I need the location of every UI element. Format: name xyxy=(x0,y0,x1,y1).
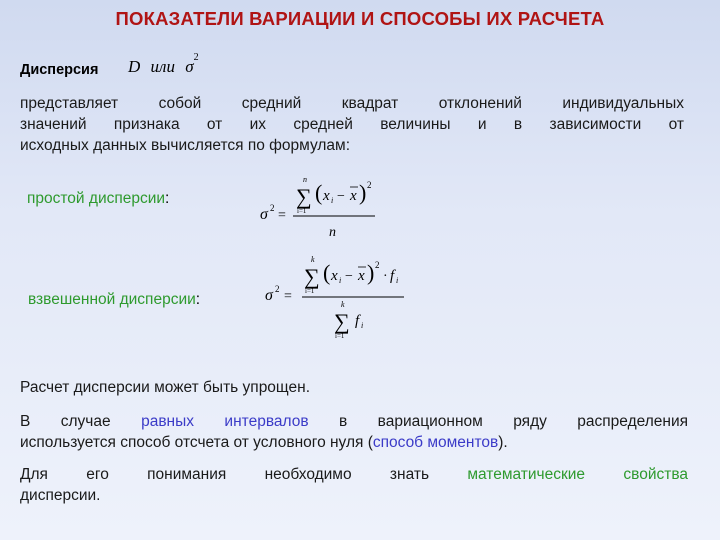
f-sub: i xyxy=(396,276,399,285)
math-properties-highlight: математические свойства xyxy=(467,466,689,483)
equal-intervals-line-1 xyxy=(20,411,688,432)
equal-intervals-text-a: В случае xyxy=(20,413,111,430)
weighted-dispersion-label xyxy=(28,289,200,310)
dot: · xyxy=(383,269,388,284)
formula-power: 2 xyxy=(270,203,275,213)
equal-intervals-line-2 xyxy=(20,432,688,453)
symbol-d: D xyxy=(128,57,141,76)
simple-label-text: простой дисперсии xyxy=(27,190,166,207)
den-sum-bottom: i=1 xyxy=(335,332,345,340)
sum-sign: ∑ xyxy=(304,264,320,289)
formula-equals: = xyxy=(278,208,286,223)
sum-bottom: i=1 xyxy=(297,207,307,215)
moments-text-a: используется способ отсчета от условного нуля ( xyxy=(20,434,373,451)
sum-bottom: i=1 xyxy=(305,287,315,295)
f: f xyxy=(390,268,395,284)
paren-close: ) xyxy=(367,260,375,285)
xi-sub: i xyxy=(339,276,342,285)
xbar: x xyxy=(358,268,365,284)
understanding-text-a: Для его понимания необходимо знать xyxy=(20,466,430,483)
den-sum-top: k xyxy=(341,300,345,309)
formula-sigma: σ xyxy=(260,206,268,223)
understanding-line-1 xyxy=(20,464,688,485)
understanding-line-2: дисперсии. xyxy=(20,487,101,504)
minus: − xyxy=(337,189,345,204)
moments-text-c: ). xyxy=(498,434,508,451)
formula-equals: = xyxy=(284,289,292,304)
equal-intervals-highlight: равных интервалов xyxy=(141,413,309,430)
den-f: f xyxy=(355,313,360,329)
paren-open: ( xyxy=(315,180,323,205)
symbol-sigma: σ xyxy=(185,57,194,76)
sum-sign: ∑ xyxy=(296,184,312,209)
simple-dispersion-label xyxy=(27,188,169,209)
paren-power: 2 xyxy=(375,260,380,270)
definition-line-1: представляет собой средний квадрат отклонений индивидуальных xyxy=(20,95,684,112)
understanding-paragraph xyxy=(20,464,688,506)
formula-sigma: σ xyxy=(265,287,273,304)
denominator: n xyxy=(329,225,336,240)
formula-power: 2 xyxy=(275,284,280,294)
minus: − xyxy=(345,269,353,284)
paren-open: ( xyxy=(323,260,331,285)
dispersion-symbol xyxy=(128,52,199,77)
dispersion-label: Дисперсия xyxy=(20,62,99,78)
simple-dispersion-formula xyxy=(255,172,385,242)
weighted-label-colon: : xyxy=(195,291,201,308)
simplify-text: Расчет дисперсии может быть упрощен. xyxy=(20,379,310,396)
moments-highlight: способ моментов xyxy=(372,434,499,451)
symbol-power: 2 xyxy=(193,52,199,64)
xi: x xyxy=(331,268,338,284)
sum-top: k xyxy=(311,255,315,264)
paren-power: 2 xyxy=(367,180,372,190)
paren-close: ) xyxy=(359,180,367,205)
weighted-label-text: взвешенной дисперсии xyxy=(28,291,196,308)
definition-line-2: значений признака от их средней величины и в зависимости от xyxy=(20,116,684,133)
xi: x xyxy=(323,188,330,204)
symbol-or: или xyxy=(150,57,175,76)
simple-label-colon: : xyxy=(165,190,170,207)
definition-paragraph xyxy=(20,93,684,156)
equal-intervals-paragraph xyxy=(20,411,688,453)
xbar: x xyxy=(350,188,357,204)
den-f-sub: i xyxy=(361,321,364,330)
sum-top: n xyxy=(303,175,307,184)
den-sum-sign: ∑ xyxy=(334,309,350,334)
weighted-dispersion-formula xyxy=(262,253,412,348)
xi-sub: i xyxy=(331,196,334,205)
equal-intervals-text-c: в вариационном ряду распределения xyxy=(339,413,689,430)
page-title: ПОКАЗАТЕЛИ ВАРИАЦИИ И СПОСОБЫ ИХ РАСЧЕТА xyxy=(115,8,605,29)
definition-line-3: исходных данных вычисляется по формулам: xyxy=(20,137,351,154)
